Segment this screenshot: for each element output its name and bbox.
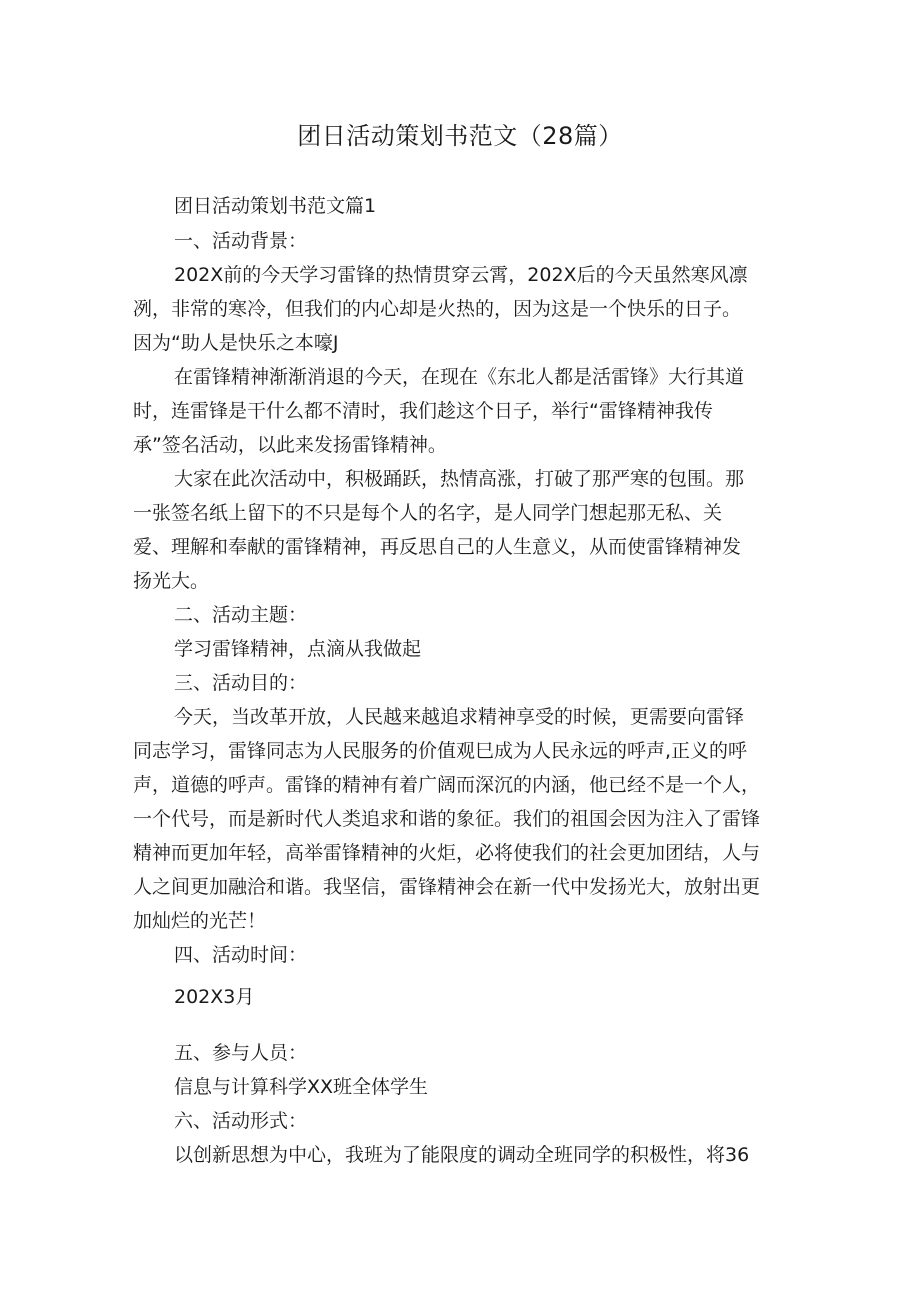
document-title: 团日活动策划书范文（28篇） <box>297 122 623 150</box>
heading-background: 一、活动背景： <box>174 230 308 252</box>
paragraph-line: 在雷锋精神渐渐消退的今天，在现在《东北人都是活雷锋》大行其道 <box>174 366 745 388</box>
heading-theme: 二、活动主题： <box>174 604 308 626</box>
paragraph-line: 学习雷锋精神，点滴从我做起 <box>174 638 422 660</box>
paragraph-line: 冽，非常的寒冷，但我们的内心却是火热的，因为这是一个快乐的日子。 <box>133 298 742 320</box>
heading-time: 四、活动时间： <box>174 944 308 966</box>
paragraph-line: 同志学习，雷锋同志为人民服务的价值观巳成为人民永远的呼声,正义的呼 <box>133 740 748 762</box>
heading-format: 六、活动形式： <box>174 1110 308 1132</box>
paragraph-line: 信息与计算科学XX班全体学生 <box>174 1076 429 1098</box>
paragraph-line: 精神而更加年轻，高举雷锋精神的火炬，必将使我们的社会更加团结，人与 <box>133 842 761 864</box>
paragraph-line: 加灿烂的光芒！ <box>133 910 267 932</box>
paragraph-line: 一个代号，而是新时代人类追求和谐的象征。我们的祖国会因为注入了雷锋 <box>133 808 761 830</box>
paragraph-line: 人之间更加融洽和谐。我坚信，雷锋精神会在新一代中发扬光大，放射出更 <box>133 876 761 898</box>
paragraph-line: 扬光大。 <box>133 570 210 592</box>
paragraph-line: 202X3月 <box>174 986 255 1008</box>
paragraph-line: 今天，当改革开放，人民越来越追求精神享受的时候，更需要向雷铎 <box>174 706 745 728</box>
section-subtitle: 团日活动策划书范文篇1 <box>174 195 377 217</box>
heading-purpose: 三、活动目的： <box>174 672 308 694</box>
paragraph-line: 因为“助人是快乐之本嚎J <box>133 332 339 354</box>
paragraph-line: 声，道德的呼声。雷锋的精神有着广阔而深沉的内涵，他已经不是一个人， <box>133 774 761 796</box>
paragraph-line: 大家在此次活动中，积极踊跃，热情高涨，打破了那严寒的包围。那 <box>174 468 745 490</box>
paragraph-line: 时，连雷锋是干什么都不清时，我们趁这个日子，举行“雷锋精神我传 <box>133 400 713 422</box>
paragraph-line: 以创新思想为中心，我班为了能限度的调动全班同学的积极性，将36 <box>174 1144 750 1166</box>
paragraph-line: 承”签名活动，以此来发扬雷锋精神。 <box>133 434 447 456</box>
paragraph-line: 一张签名纸上留下的不只是每个人的名字，是人同学门想起那无私、关 <box>133 502 723 524</box>
heading-participants: 五、参与人员： <box>174 1042 308 1064</box>
paragraph-line: 202X前的今天学习雷锋的热情贯穿云霄，202X后的今天虽然寒风凛 <box>174 264 748 286</box>
paragraph-line: 爱、理解和奉献的雷锋精神，再反思自己的人生意义，从而使雷锋精神发 <box>133 536 742 558</box>
